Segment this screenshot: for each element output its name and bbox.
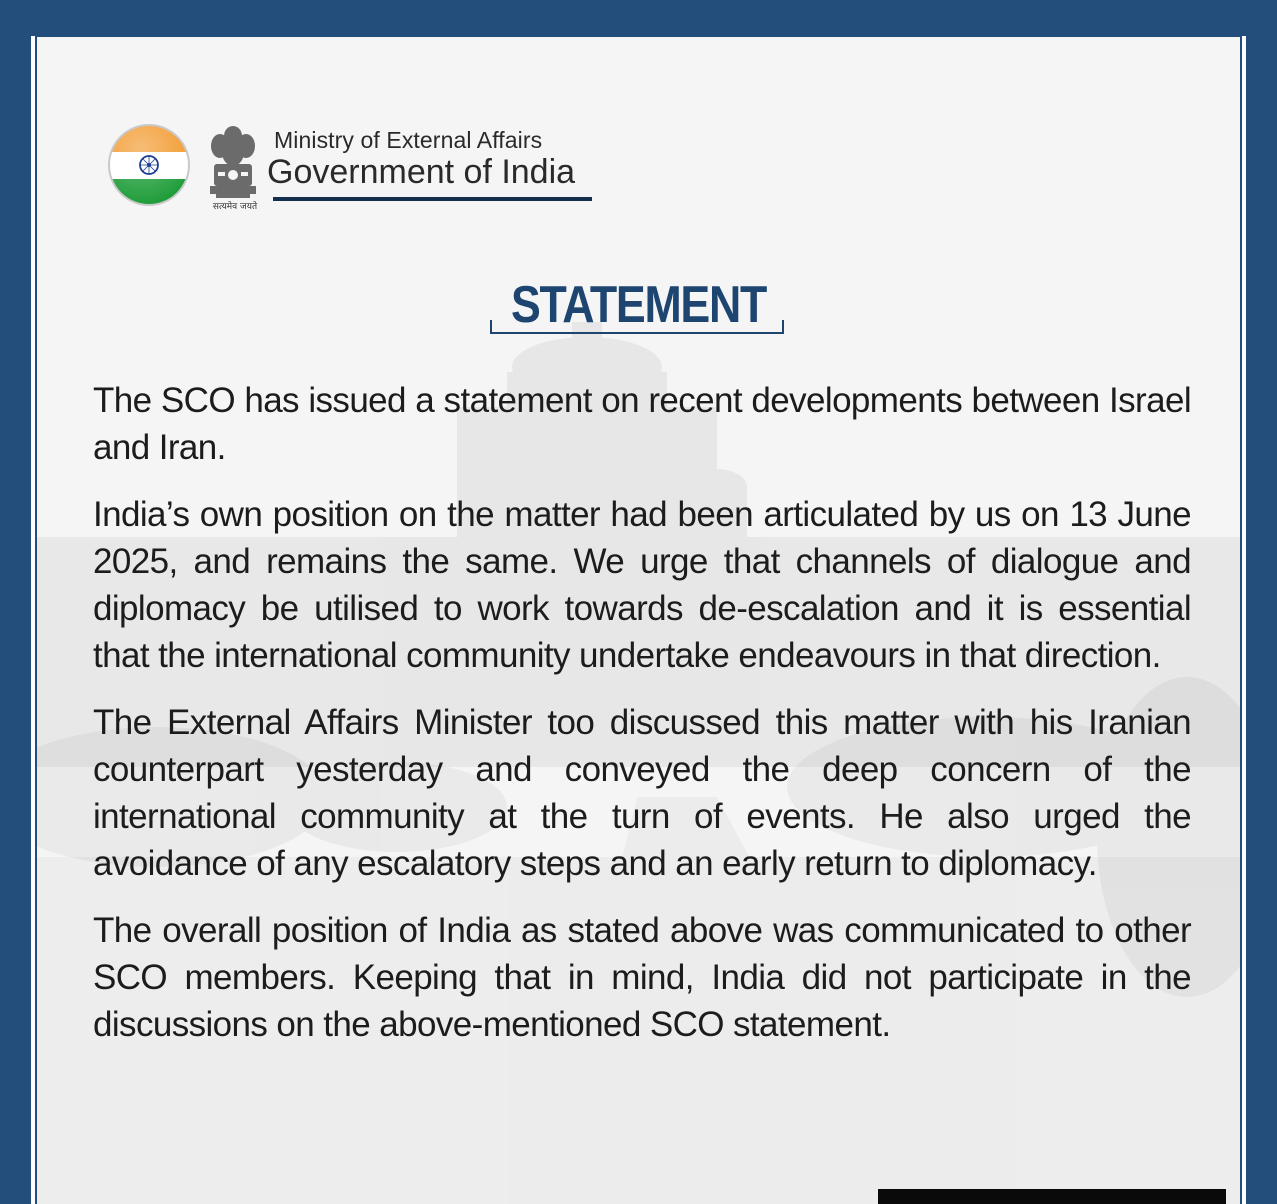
paragraph-3: The External Affairs Minister too discussed this matter with his Iranian counterpart yesterday and conveyed the deep concern of the international community at the turn of events. He also urged the avoidance of any escalatory steps and an early return to diplomacy. xyxy=(93,703,1191,883)
frame-stripe-right xyxy=(1242,36,1246,1204)
header-underline xyxy=(273,197,592,201)
indian-flag-emblem-icon xyxy=(107,123,191,207)
ministry-name: Ministry of External Affairs xyxy=(274,127,543,153)
statement-sheet xyxy=(37,37,1240,1204)
government-name: Government of India xyxy=(267,153,576,191)
statement-body xyxy=(93,377,1191,1068)
paragraph-2: India’s own position on the matter had been articulated by us on 13 June 2025, and remains the same. We urge that channels of dialogue and diplomacy be utilised to work towards de-escalation and it is essential that the international community undertake endeavours in that direction. xyxy=(93,495,1191,675)
frame-stripe-left xyxy=(31,36,35,1204)
paragraph-4: The overall position of India as stated above was communicated to other SCO members. Keeping that in mind, India did not participate in the discussions on the above-mentioned SCO statement. xyxy=(93,911,1191,1044)
footer-black-bar xyxy=(878,1189,1226,1204)
statement-heading: STATEMENT xyxy=(510,276,767,334)
emblem-motto: सत्यमेव जयते xyxy=(212,202,258,212)
heading-bracket xyxy=(490,320,784,334)
paragraph-1: The SCO has issued a statement on recent developments between Israel and Iran. xyxy=(93,381,1191,467)
